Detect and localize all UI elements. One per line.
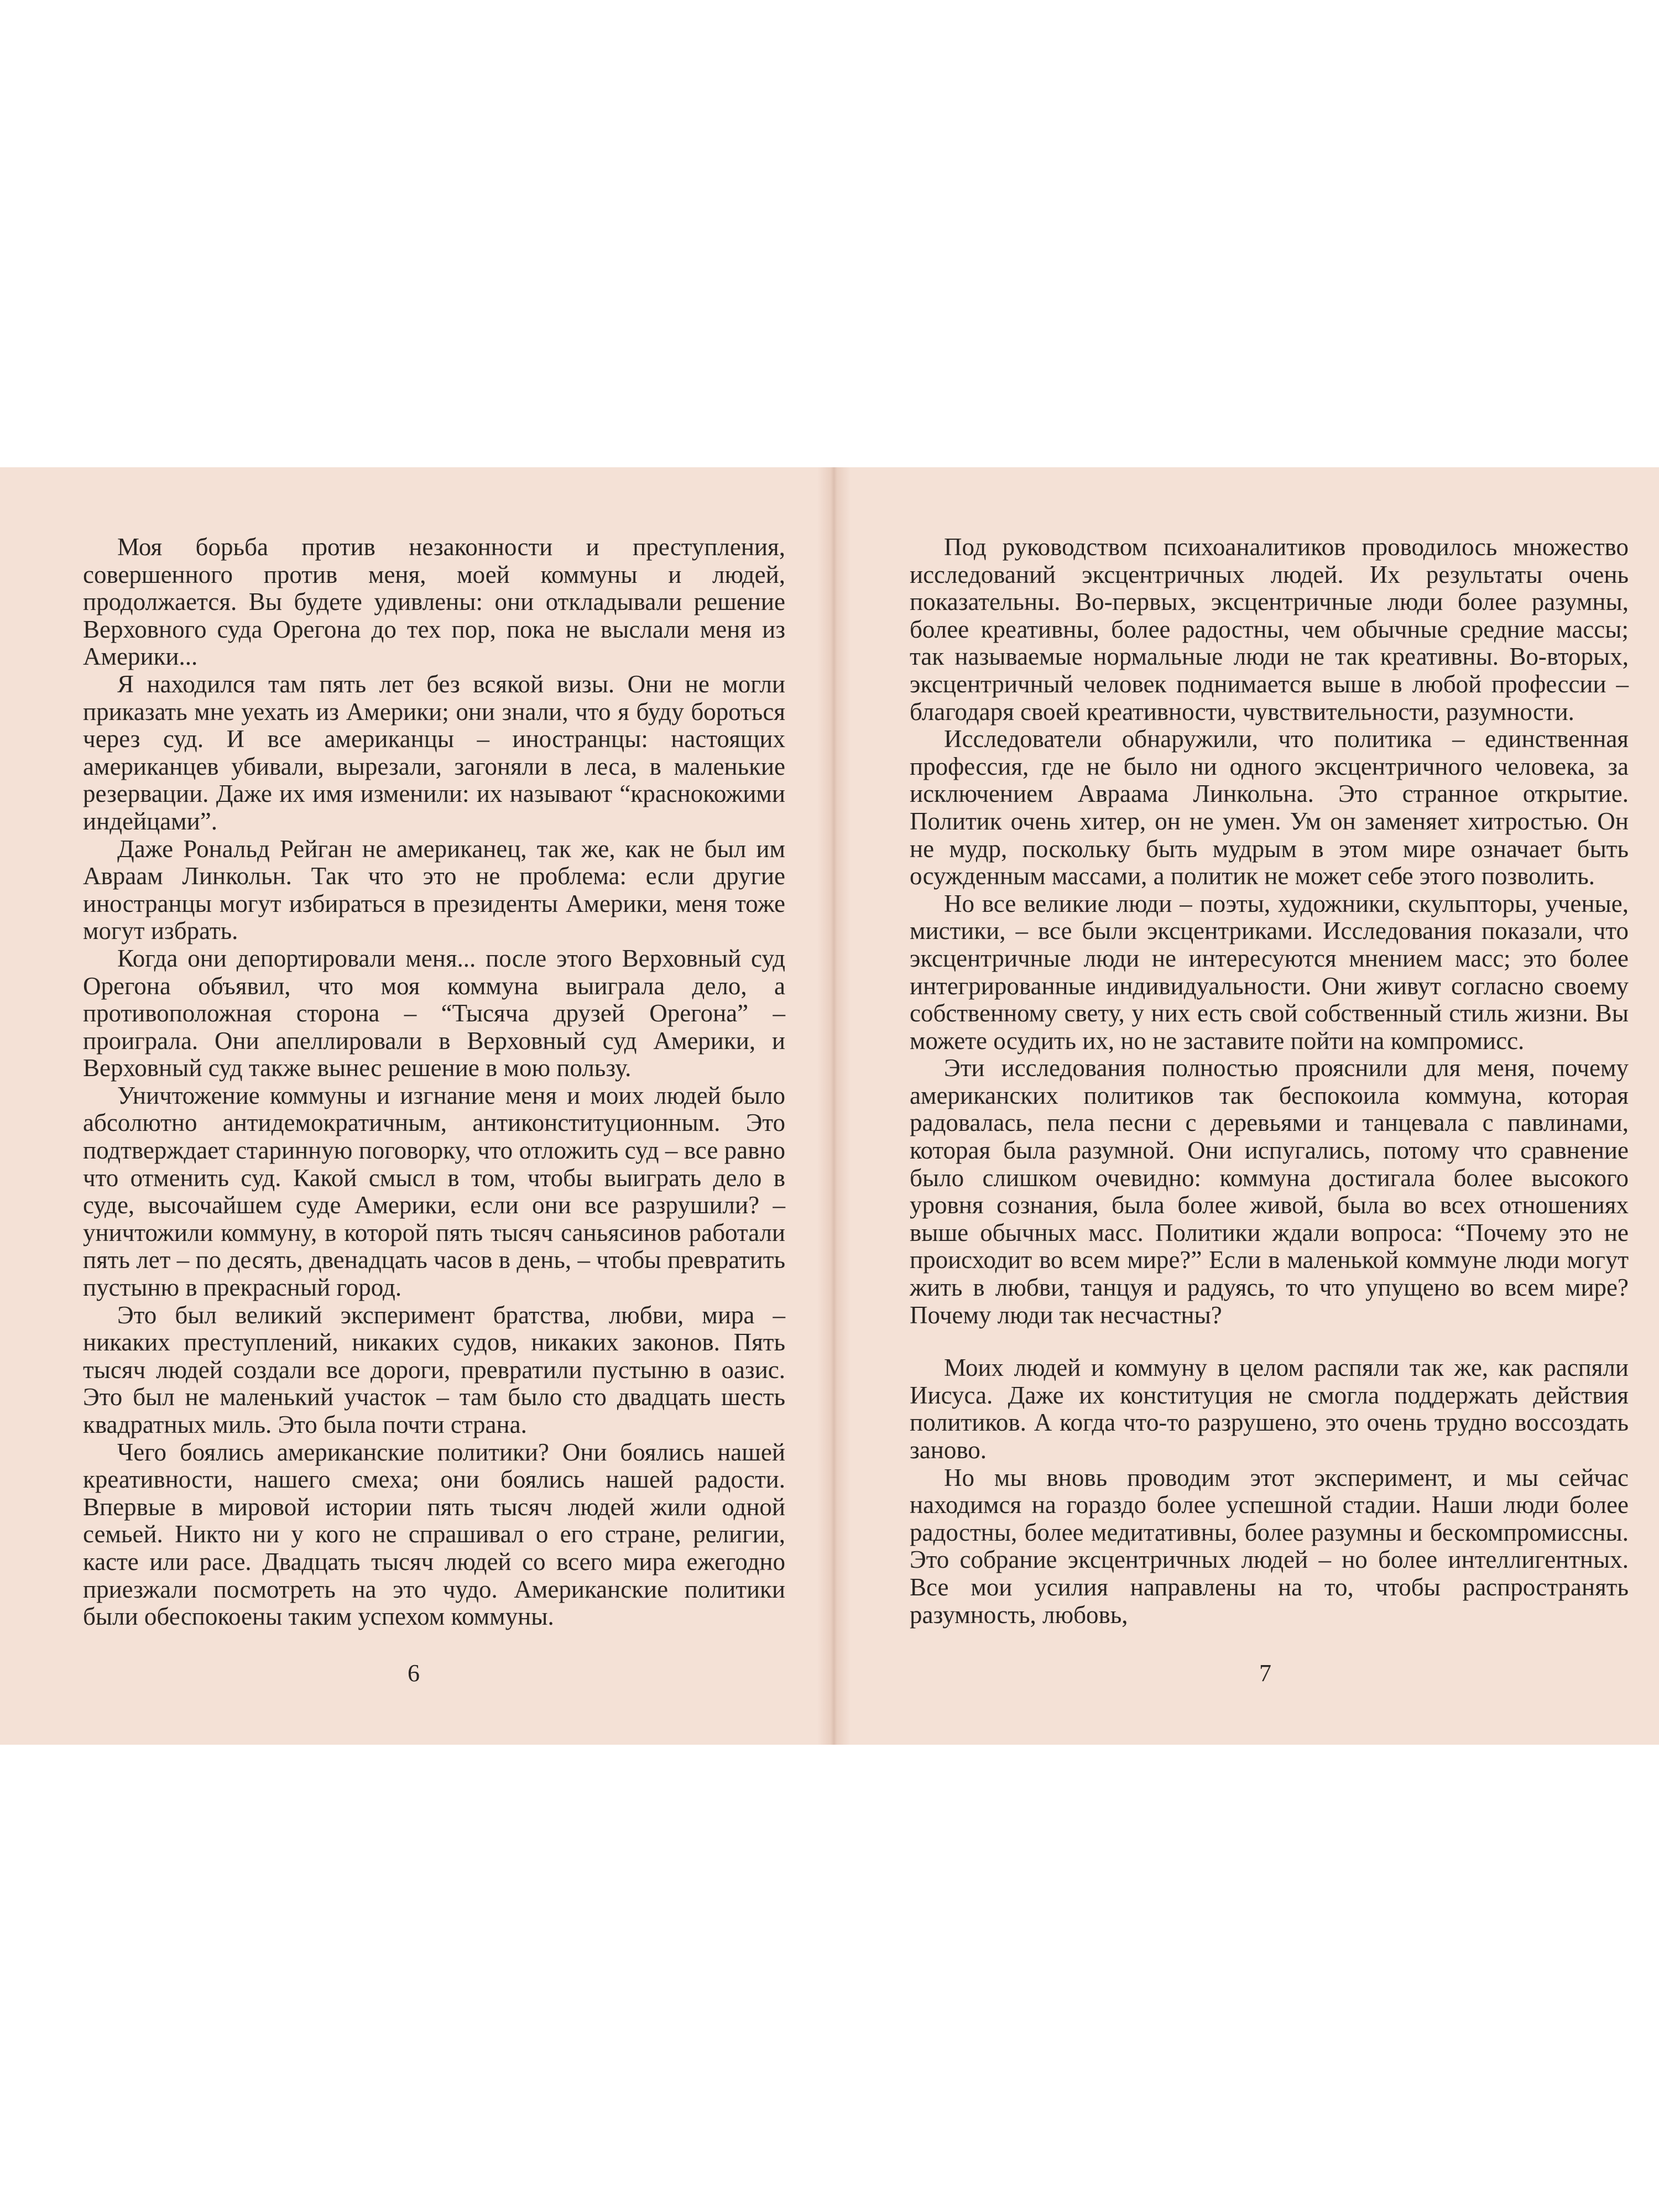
paragraph: Когда они депортировали меня... после этого Верховный суд Орегона объявил, что моя коммуна выиграла дело, а противоположная сторона – “Тысяча друзей Орегона” – проиграла. Они апеллировали в Верховный суд Америки, и Верховный суд также вынес решение в мою пользу. xyxy=(83,944,785,1082)
paragraph: Но все великие люди – поэты, художники, скульпторы, ученые, мистики, – все были эксцентриками. Исследования показали, что эксцентричные люди не интересуются мнением масс; это более интегрированные индивидуальности. Они живут согласно своему собственному свету, у них есть свой собственный стиль жизни. Вы можете осудить их, но не заставите пойти на компромисс. xyxy=(910,889,1629,1055)
paragraph: Но мы вновь проводим этот эксперимент, и мы сейчас находимся на гораздо более успешной стадии. Наши люди более радостны, более медитативны, более разумны и бескомпромиссны. Это собрание эксцентричных людей – но более интеллигентных. Все мои усилия направлены на то, чтобы распространять разумность, любовь, xyxy=(910,1463,1629,1629)
paragraph: Уничтожение коммуны и изгнание меня и моих людей было абсолютно антидемократичным, антиконституционным. Это подтверждает старинную поговорку, что отложить суд – все равно что отменить суд. Какой смысл в том, чтобы выиграть дело в суде, высочайшем суде Америки, если они все разрушили? – уничтожили коммуну, в которой пять тысяч саньясинов работали пять лет – по десять, двенадцать часов в день, – чтобы превратить пустыню в прекрасный город. xyxy=(83,1081,785,1302)
right-page-text xyxy=(910,534,1629,1629)
book-spread xyxy=(0,467,1659,1745)
left-page-text xyxy=(83,534,785,1631)
paragraph: Это был великий эксперимент братства, любви, мира – никаких преступлений, никаких судов, никаких законов. Пять тысяч людей создали все дороги, превратили пустыню в оазис. Это был не маленький участок – там было сто двадцать шесть квадратных миль. Это была почти страна. xyxy=(83,1301,785,1438)
left-page xyxy=(0,467,830,1745)
paragraph: Исследователи обнаружили, что политика – единственная профессия, где не было ни одного эксцентричного человека, за исключением Авраама Линкольна. Это странное открытие. Политик очень хитер, он не умен. Ум он заменяет хитростью. Он не мудр, поскольку быть мудрым в этом мире означает быть осужденным массами, а политик не может себе этого позволить. xyxy=(910,725,1629,890)
paragraph: Моих людей и коммуну в целом распяли так же, как распяли Иисуса. Даже их конституция не смогла поддержать действия политиков. А когда что-то разрушено, это очень трудно воссоздать заново. xyxy=(910,1354,1629,1464)
page-number: 6 xyxy=(408,1660,420,1687)
paragraph: Чего боялись американские политики? Они боялись нашей креативности, нашего смеха; они боялись нашей радости. Впервые в мировой истории пять тысяч людей жили одной семьей. Никто ни у кого не спрашивал о его стране, религии, касте или расе. Двадцать тысяч людей со всего мира ежегодно приезжали посмотреть на это чудо. Американские политики были обеспокоены таким успехом коммуны. xyxy=(83,1438,785,1631)
paragraph: Даже Рональд Рейган не американец, так же, как не был им Авраам Линкольн. Так что это не проблема: если другие иностранцы могут избираться в президенты Америки, меня тоже могут избрать. xyxy=(83,834,785,945)
page-number: 7 xyxy=(1259,1660,1271,1687)
paragraph: Моя борьба против незаконности и преступления, совершенного против меня, моей коммуны и людей, продолжается. Вы будете удивлены: они откладывали решение Верховного суда Орегона до тех пор, пока не выслали меня из Америки... xyxy=(83,533,785,671)
paragraph: Эти исследования полностью прояснили для меня, почему американских политиков так беспокоила коммуна, которая радовалась, пела песни с деревьями и танцевала с павлинами, которая была разумной. Они испугались, потому что сравнение было слишком очевидно: коммуна достигала более высокого уровня сознания, была более живой, была во всех отношениях выше обычных масс. Политики ждали вопроса: “Почему это не происходит во всем мире?” Если в маленькой коммуне люди могут жить в любви, танцуя и радуясь, то что упущено во всем мире? Почему люди так несчастны? xyxy=(910,1054,1629,1329)
right-page xyxy=(838,467,1659,1745)
paragraph: Я находился там пять лет без всякой визы. Они не могли приказать мне уехать из Америки; они знали, что я буду бороться через суд. И все американцы – иностранцы: настоящих американцев убивали, вырезали, загоняли в леса, в маленькие резервации. Даже их имя изменили: их называют “краснокожими индейцами”. xyxy=(83,670,785,835)
paragraph: Под руководством психоаналитиков проводилось множество исследований эксцентричных людей. Их результаты очень показательны. Во-первых, эксцентричные люди более разумны, более креативны, более радостны, чем обычные средние массы; так называемые нормальные люди не так креативны. Во-вторых, эксцентричный человек поднимается выше в любой профессии – благодаря своей креативности, чувствительности, разумности. xyxy=(910,533,1629,726)
